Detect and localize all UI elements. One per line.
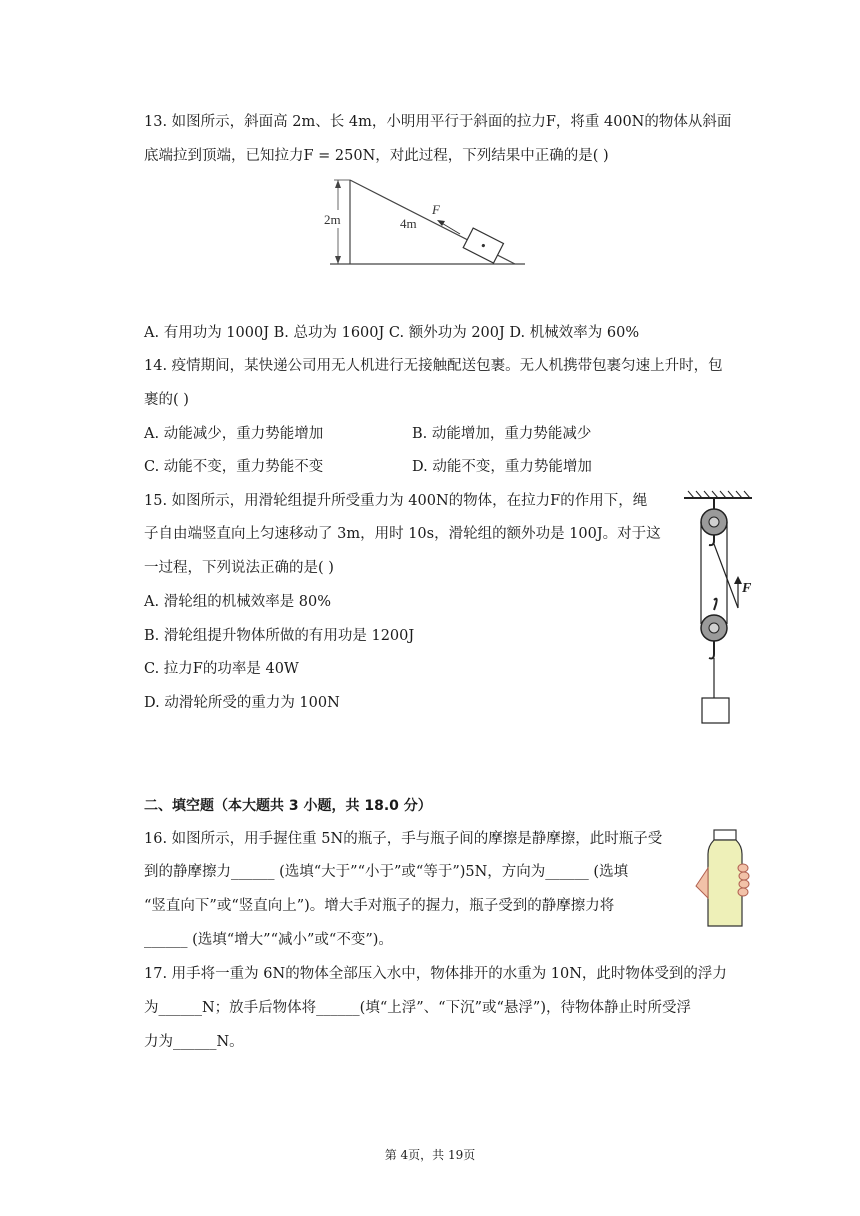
q17-line-3: 力为______N。: [144, 1034, 244, 1050]
q13-options: A. 有用功为 1000J B. 总功为 1600J C. 额外功为 200J D. 机械效率为 60%: [144, 325, 640, 341]
q13-line-2: 底端拉到顶端，已知拉力F = 250N，对此过程，下列结果中正确的是( ): [144, 148, 609, 164]
length-label: 4m: [400, 216, 417, 231]
fixed-pulley-hook: [709, 535, 714, 545]
q14-line-1: 14. 疫情期间，某快递公司用无人机进行无接触配送包裹。无人机携带包裹匀速上升时，包: [144, 358, 723, 374]
q15-option-b: B. 滑轮组提升物体所做的有用功是 1200J: [144, 628, 415, 644]
block: [463, 228, 503, 263]
hand-palm: [696, 868, 708, 898]
bottle-cap: [714, 830, 736, 840]
page-number: 第 4页，共 19页: [384, 1148, 476, 1162]
pulley-force-label: F: [742, 581, 752, 596]
bottle-body: [708, 840, 742, 926]
q16-line-1: 16. 如图所示，用手握住重 5N的瓶子，手与瓶子间的摩擦是静摩擦，此时瓶子受: [144, 831, 663, 847]
q16-line-4: ______ (选填“增大”“减小”或“不变”)。: [144, 932, 393, 948]
q15-option-c: C. 拉力F的功率是 40W: [144, 661, 299, 677]
movable-pulley-hook: [709, 641, 714, 659]
q14-option-d: D. 动能不变，重力势能增加: [412, 459, 592, 475]
height-label: 2m: [324, 212, 341, 227]
q14-line-2: 裹的( ): [144, 392, 189, 408]
height-arrow-up: [335, 180, 341, 188]
section-title: 二、填空题（本大题共 3 小题，共 18.0 分）: [144, 798, 432, 814]
q16-line-3: “竖直向下”或“竖直向上”)。增大手对瓶子的握力，瓶子受到的静摩擦力将: [144, 898, 615, 914]
q15-option-a: A. 滑轮组的机械效率是 80%: [144, 594, 332, 610]
height-arrow-down: [335, 256, 341, 264]
q15-line-2: 子自由端竖直向上匀速移动了 3m，用时 10s，滑轮组的额外功是 100J。对于这: [144, 526, 661, 542]
pulley-figure: [680, 488, 760, 728]
q13-line-1: 13. 如图所示，斜面高 2m、长 4m，小明用平行于斜面的拉力F，将重 400N的物体从斜面: [144, 114, 732, 130]
q15-option-d: D. 动滑轮所受的重力为 100N: [144, 695, 340, 711]
force-label: F: [432, 202, 440, 217]
q17-line-1: 17. 用手将一重为 6N的物体全部压入水中，物体排开的水重为 10N，此时物体受到的浮力: [144, 966, 727, 982]
q17-line-2: 为______N；放手后物体将______(填“上浮”、“下沉”或“悬浮”)，待物体静止时所受浮: [144, 1000, 691, 1016]
rope-diagonal: [714, 544, 738, 608]
q14-option-b: B. 动能增加，重力势能减少: [412, 426, 592, 442]
q15-line-3: 一过程，下列说法正确的是( ): [144, 560, 334, 576]
force-arrow-up: [734, 576, 742, 584]
q14-option-a: A. 动能减少，重力势能增加: [144, 426, 324, 442]
q15-line-1: 15. 如图所示，用滑轮组提升所受重力为 400N的物体，在拉力F的作用下，绳: [144, 493, 648, 509]
load-box: [702, 698, 729, 723]
incline-figure: [320, 172, 535, 272]
q16-line-2: 到的静摩擦力______ (选填“大于”“小于”或“等于”)5N，方向为______ (选填: [144, 864, 629, 880]
bottle-figure: [694, 828, 754, 932]
q14-option-c: C. 动能不变，重力势能不变: [144, 459, 324, 475]
